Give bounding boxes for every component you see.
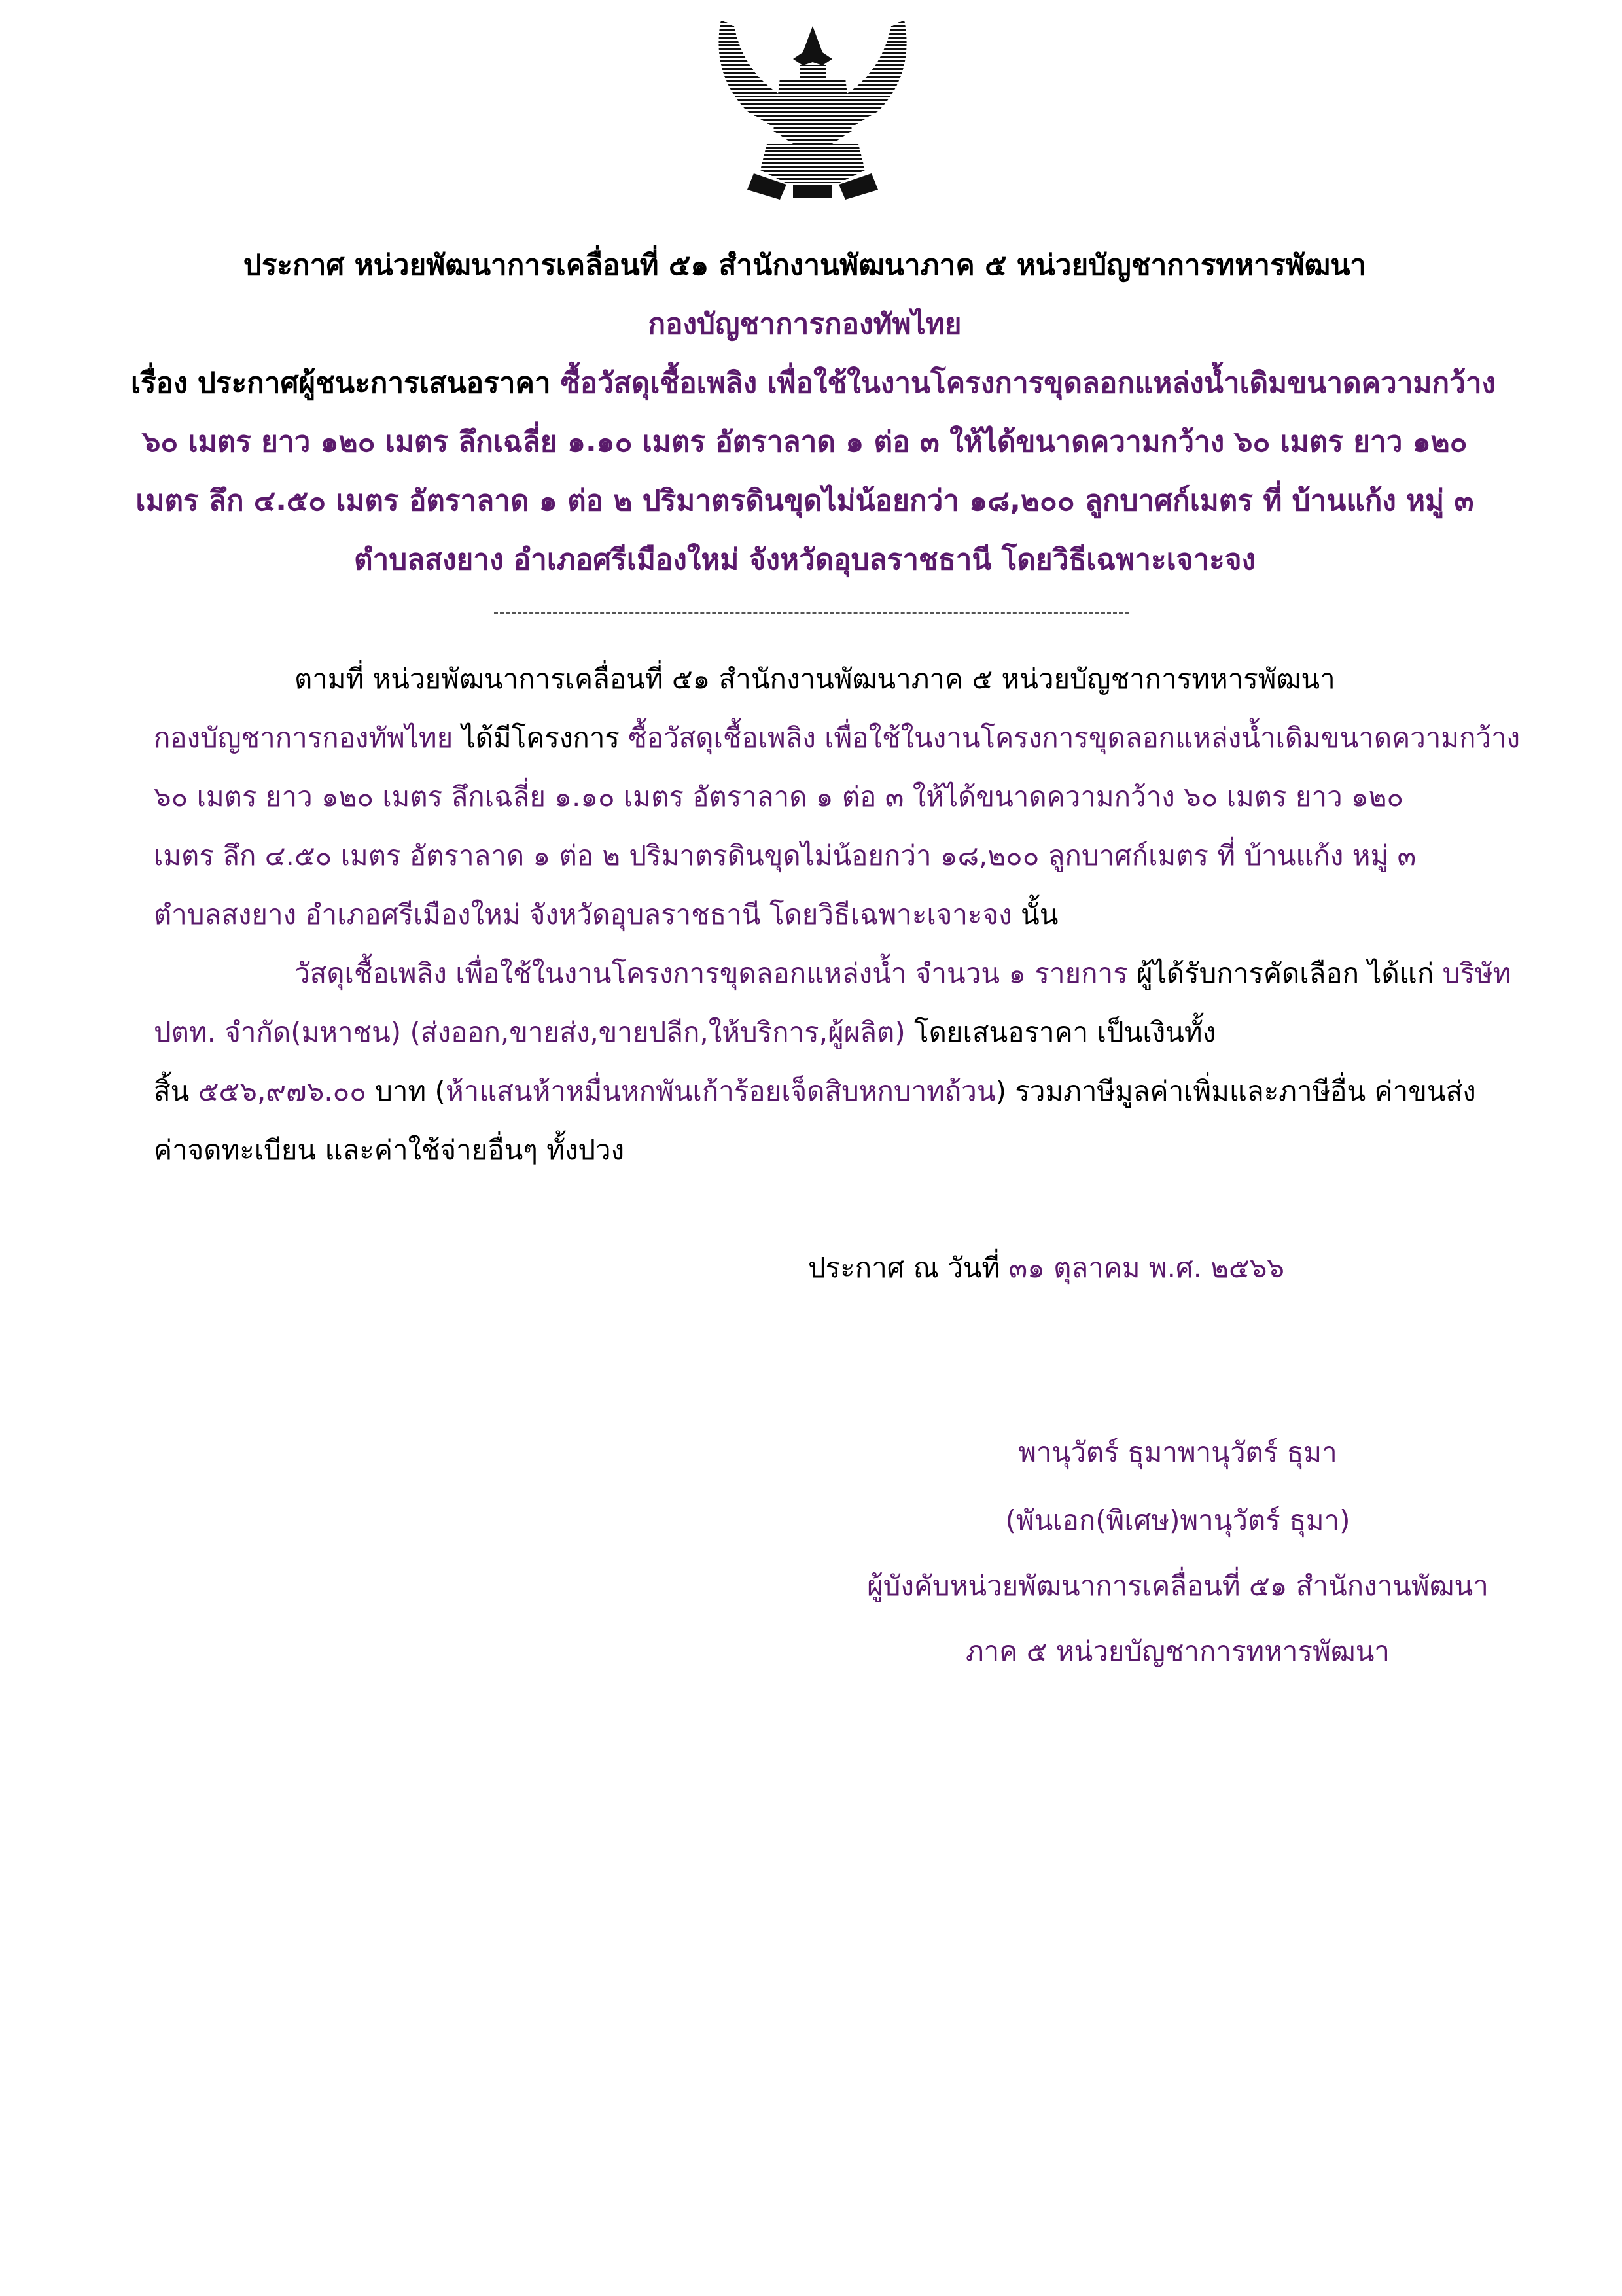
signatory-full-name: (พันเอก(พิเศษ)พานุวัตร์ ธุมา) (1005, 1504, 1350, 1536)
tax-note: ) รวมภาษีมูลค่าเพิ่มและภาษีอื่น ค่าขนส่ง (995, 1075, 1476, 1107)
project-connector: ได้มีโครงการ (453, 722, 629, 754)
paragraph-1-line-3: ๖๐ เมตร ยาว ๑๒๐ เมตร ลึกเฉลี่ย ๑.๑๐ เมตร อัตราลาด ๑ ต่อ ๓ ให้ได้ขนาดความกว้าง ๖๐ เมตร ยาว ๑๒๐ (154, 781, 1404, 813)
price-label: โดยเสนอราคา เป็นเงินทั้ง (905, 1016, 1216, 1048)
heading-line-1: ประกาศ หน่วยพัฒนาการเคลื่อนที่ ๕๑ สำนักงานพัฒนาภาค ๕ หน่วยบัญชาการทหารพัฒนา (243, 249, 1367, 282)
paragraph-2-line-2 (154, 1014, 1216, 1051)
signatory-title-line-1: ผู้บังคับหน่วยพัฒนาการเคลื่อนที่ ๕๑ สำนักงานพัฒนา (867, 1570, 1489, 1602)
winner-company: ปตท. จำกัด(มหาชน) (ส่งออก,ขายส่ง,ขายปลีก,ให้บริการ,ผู้ผลิต) (154, 1016, 906, 1048)
subject-text: ซื้อวัสดุเชื้อเพลิง เพื่อใช้ในงานโครงการขุดลอกแหล่งน้ำเดิมขนาดความกว้าง (560, 366, 1496, 400)
paragraph-2-line-4: ค่าจดทะเบียน และค่าใช้จ่ายอื่นๆ ทั้งปวง (154, 1134, 625, 1166)
project-name: ซื้อวัสดุเชื้อเพลิง เพื่อใช้ในงานโครงการขุดลอกแหล่งน้ำเดิมขนาดความกว้าง (628, 722, 1521, 754)
date-prefix: ประกาศ ณ วันที่ (808, 1252, 1009, 1284)
paragraph-1-line-2 (154, 720, 1520, 756)
signature-name: พานุวัตร์ ธุมาพานุวัตร์ ธุมา (1018, 1436, 1337, 1468)
paragraph-2-line-3 (154, 1073, 1476, 1110)
total-amount: ๕๕๖,๙๗๖.๐๐ (198, 1075, 366, 1107)
currency-label: บาท ( (366, 1075, 446, 1107)
heading-subject-line (131, 364, 1496, 403)
paragraph-1-line-4: เมตร ลึก ๔.๕๐ เมตร อัตราลาด ๑ ต่อ ๒ ปริมาตรดินขุดไม่น้อยกว่า ๑๘,๒๐๐ ลูกบาศก์เมตร ที่ บ้านแก้ง หมู่ ๓ (154, 839, 1417, 872)
amount-in-words: ห้าแสนห้าหมื่นหกพันเก้าร้อยเจ็ดสิบหกบาทถ้วน (445, 1075, 996, 1107)
garuda-emblem-icon (708, 13, 917, 203)
heading-line-5: เมตร ลึก ๔.๕๐ เมตร อัตราลาด ๑ ต่อ ๒ ปริมาตรดินขุดไม่น้อยกว่า ๑๘,๒๐๐ ลูกบาศก์เมตร ที่ บ้านแก้ง หมู่ ๓ (135, 484, 1474, 518)
divider (494, 612, 1129, 614)
subject-prefix: เรื่อง ประกาศผู้ชนะการเสนอราคา (131, 366, 561, 400)
total-prefix: สิ้น (154, 1075, 198, 1107)
paragraph-1-end: นั้น (1012, 898, 1059, 930)
agency-name: กองบัญชาการกองทัพไทย (154, 722, 453, 754)
winner-label: ผู้ได้รับการคัดเลือก ได้แก่ (1127, 957, 1443, 989)
heading-line-4: ๖๐ เมตร ยาว ๑๒๐ เมตร ลึกเฉลี่ย ๑.๑๐ เมตร อัตราลาด ๑ ต่อ ๓ ให้ได้ขนาดความกว้าง ๖๐ เมตร ยาว ๑๒๐ (142, 425, 1468, 459)
winner-prefix: บริษัท (1442, 957, 1511, 989)
heading-line-6: ตำบลสงยาง อำเภอศรีเมืองใหม่ จังหวัดอุบลราชธานี โดยวิธีเฉพาะเจาะจง (353, 543, 1256, 576)
heading-line-2: กองบัญชาการกองทัพไทย (648, 308, 962, 341)
announcement-date (808, 1250, 1284, 1286)
paragraph-1-line-1: ตามที่ หน่วยพัฒนาการเคลื่อนที่ ๕๑ สำนักงานพัฒนาภาค ๕ หน่วยบัญชาการทหารพัฒนา (294, 663, 1335, 695)
paragraph-1-line-5 (154, 896, 1058, 933)
date-value: ๓๑ ตุลาคม พ.ศ. ๒๕๖๖ (1008, 1252, 1285, 1284)
paragraph-2-line-1 (294, 955, 1511, 992)
signatory-title-line-2: ภาค ๕ หน่วยบัญชาการทหารพัฒนา (966, 1635, 1390, 1667)
item-description: วัสดุเชื้อเพลิง เพื่อใช้ในงานโครงการขุดลอกแหล่งน้ำ จำนวน ๑ รายการ (294, 957, 1128, 989)
project-location: ตำบลสงยาง อำเภอศรีเมืองใหม่ จังหวัดอุบลราชธานี โดยวิธีเฉพาะเจาะจง (154, 898, 1012, 930)
